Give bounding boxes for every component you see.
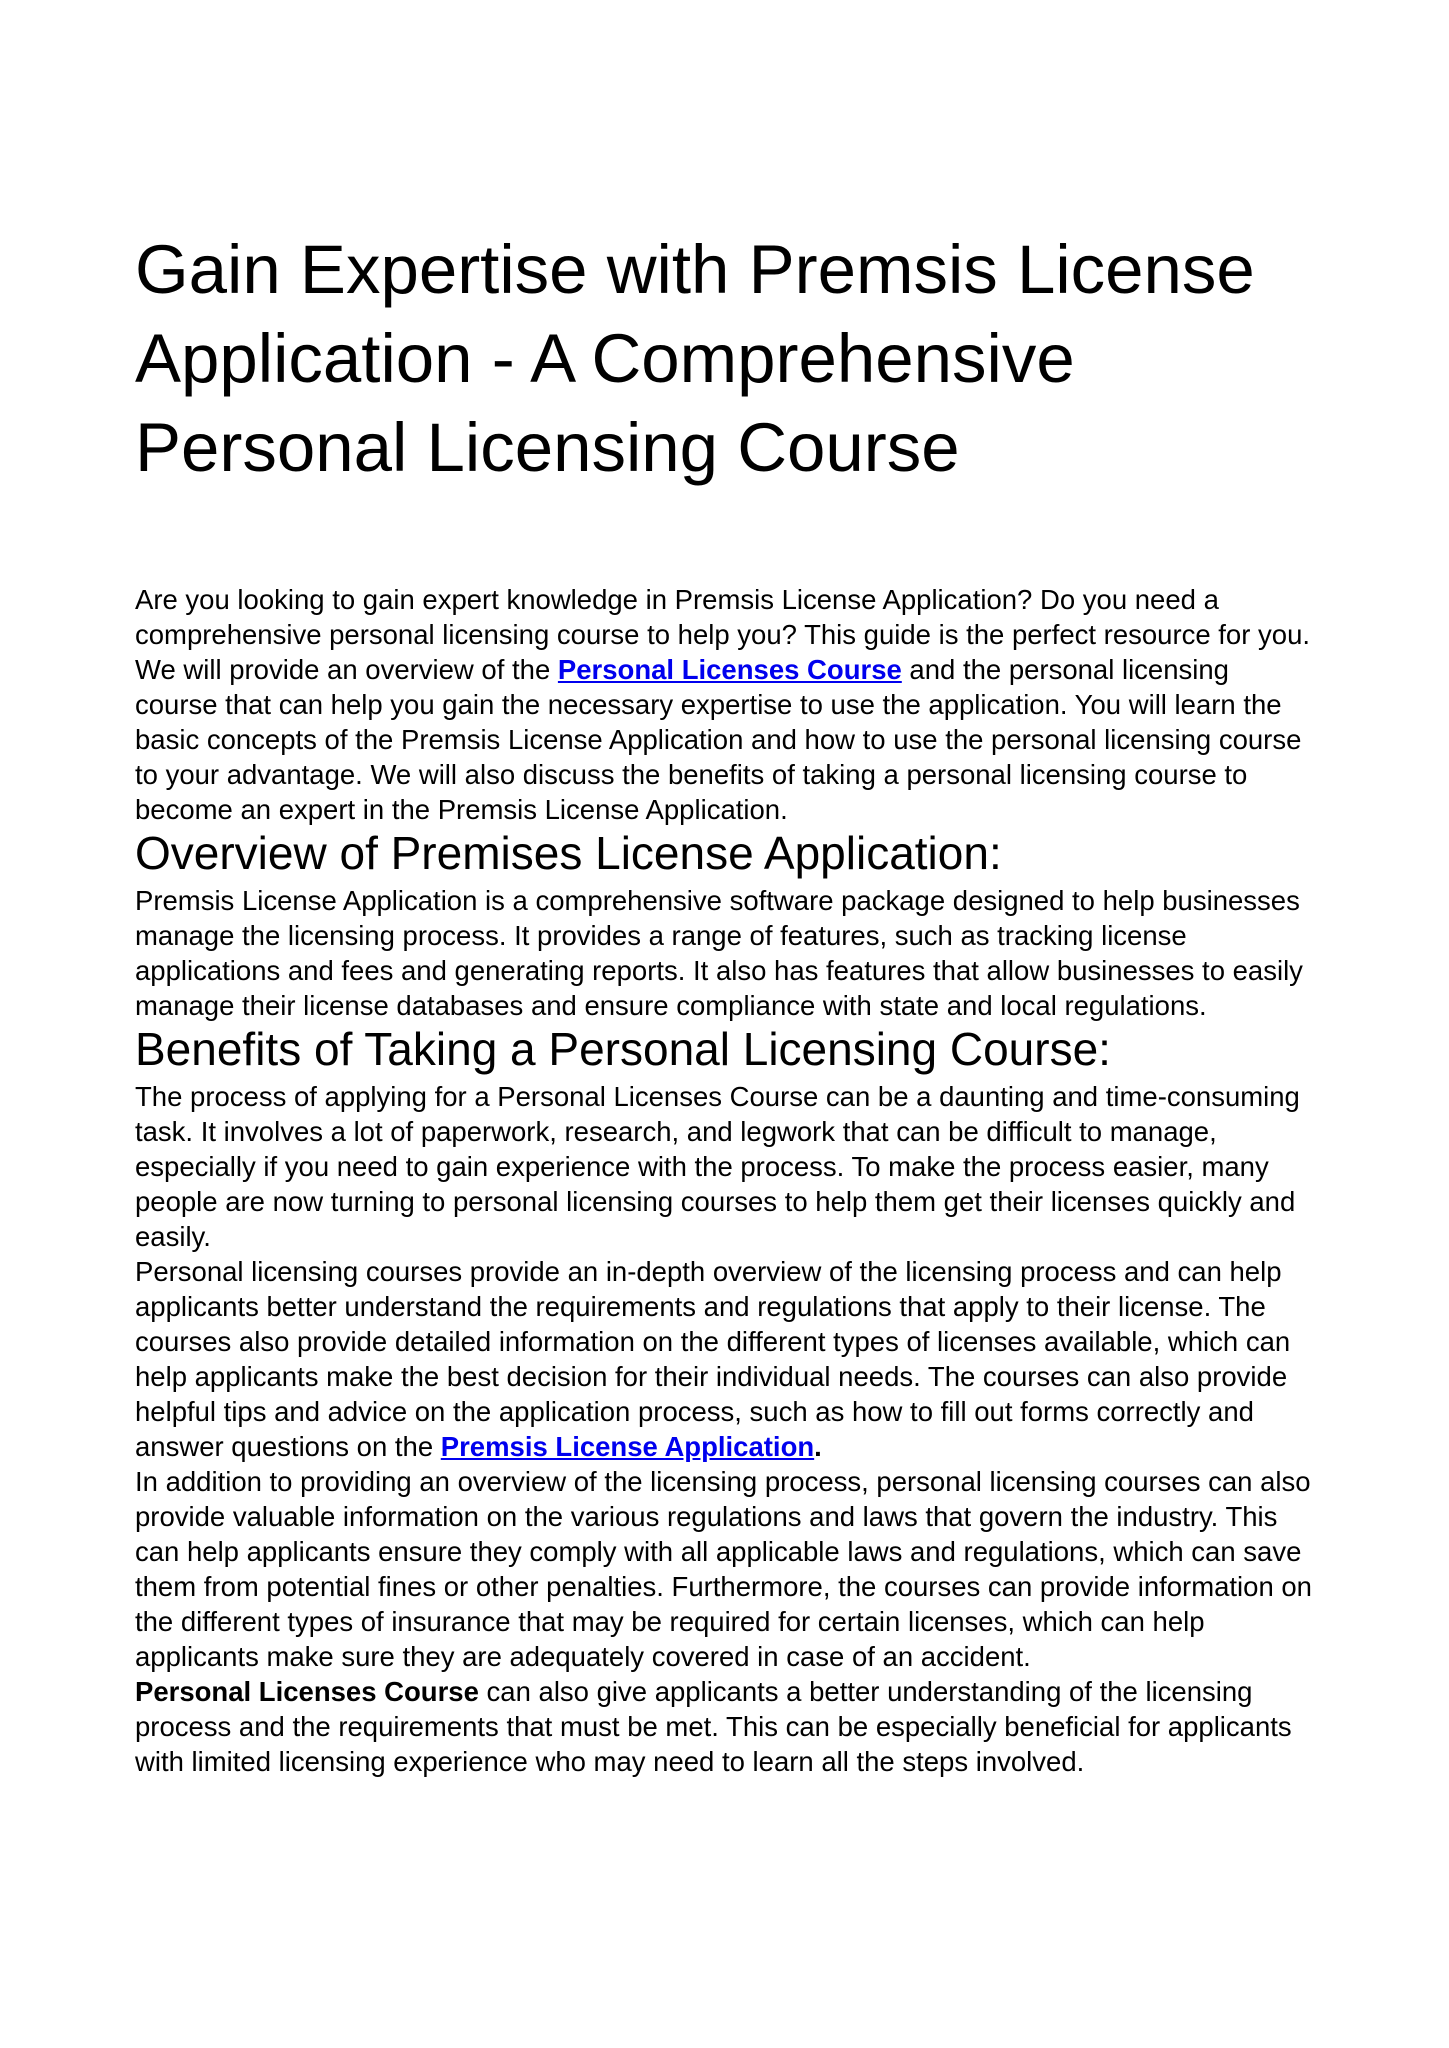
paragraph xyxy=(135,1674,1314,1779)
paragraph xyxy=(135,582,1314,827)
text-run: Premsis License Application is a comprehensive software package designed to help businesses manage the licensing process. It provides a range of features, such as tracking license applications and fees and generating reports. It also has features that allow businesses to easily manage their license databases and ensure compliance with state and local regulations. xyxy=(135,885,1303,1021)
text-run: Personal licensing courses provide an in-depth overview of the licensing process and can help applicants better understand the requirements and regulations that apply to their license. The courses also provide detailed information on the different types of licenses available, which can help applicants make the best decision for their individual needs. The courses can also provide helpful tips and advice on the application process, such as how to fill out forms correctly and answer questions on the xyxy=(135,1256,1291,1462)
page-title: Gain Expertise with Premsis License Application - A Comprehensive Personal Licensing Course xyxy=(135,231,1255,486)
section-heading-overview: Overview of Premises License Application: xyxy=(135,827,1002,879)
document-body xyxy=(135,582,1314,1779)
paragraph xyxy=(135,1464,1314,1674)
paragraph xyxy=(135,883,1314,1023)
bold-text: Personal Licenses Course xyxy=(135,1676,479,1707)
premsis-license-application-link[interactable]: Premsis License Application xyxy=(440,1431,815,1462)
section-heading-benefits: Benefits of Taking a Personal Licensing Course: xyxy=(135,1023,1111,1075)
text-run: In addition to providing an overview of the licensing process, personal licensing courses can also provide valuable information on the various regulations and laws that govern the industry. This can help applicants ensure they comply with all applicable laws and regulations, which can save them from potential fines or other penalties. Furthermore, the courses can provide information on the different types of insurance that may be required for certain licenses, which can help applicants make sure they are adequately covered in case of an accident. xyxy=(135,1466,1312,1672)
personal-licenses-course-link[interactable]: Personal Licenses Course xyxy=(557,654,902,685)
paragraph xyxy=(135,1079,1314,1254)
paragraph xyxy=(135,1254,1314,1464)
bold-text: . xyxy=(814,1431,822,1462)
text-run: Are you looking to gain expert knowledge in Premsis License Application? Do you need a comprehensive personal licensing course to help you? This guide is the perfect resource for you. We will provide an overview of the xyxy=(135,584,1311,685)
text-run: can also give applicants a better understanding of the licensing process and the requirements that must be met. This can be especially beneficial for applicants with limited licensing experience who may need to learn all the steps involved. xyxy=(135,1676,1292,1777)
text-run: and the personal licensing course that can help you gain the necessary expertise to use the application. You will learn the basic concepts of the Premsis License Application and how to use the personal licensing course to your advantage. We will also discuss the benefits of taking a personal licensing course to become an expert in the Premsis License Application. xyxy=(135,654,1302,825)
text-run: The process of applying for a Personal Licenses Course can be a daunting and time-consuming task. It involves a lot of paperwork, research, and legwork that can be difficult to manage, especially if you need to gain experience with the process. To make the process easier, many people are now turning to personal licensing courses to help them get their licenses quickly and easily. xyxy=(135,1081,1300,1252)
